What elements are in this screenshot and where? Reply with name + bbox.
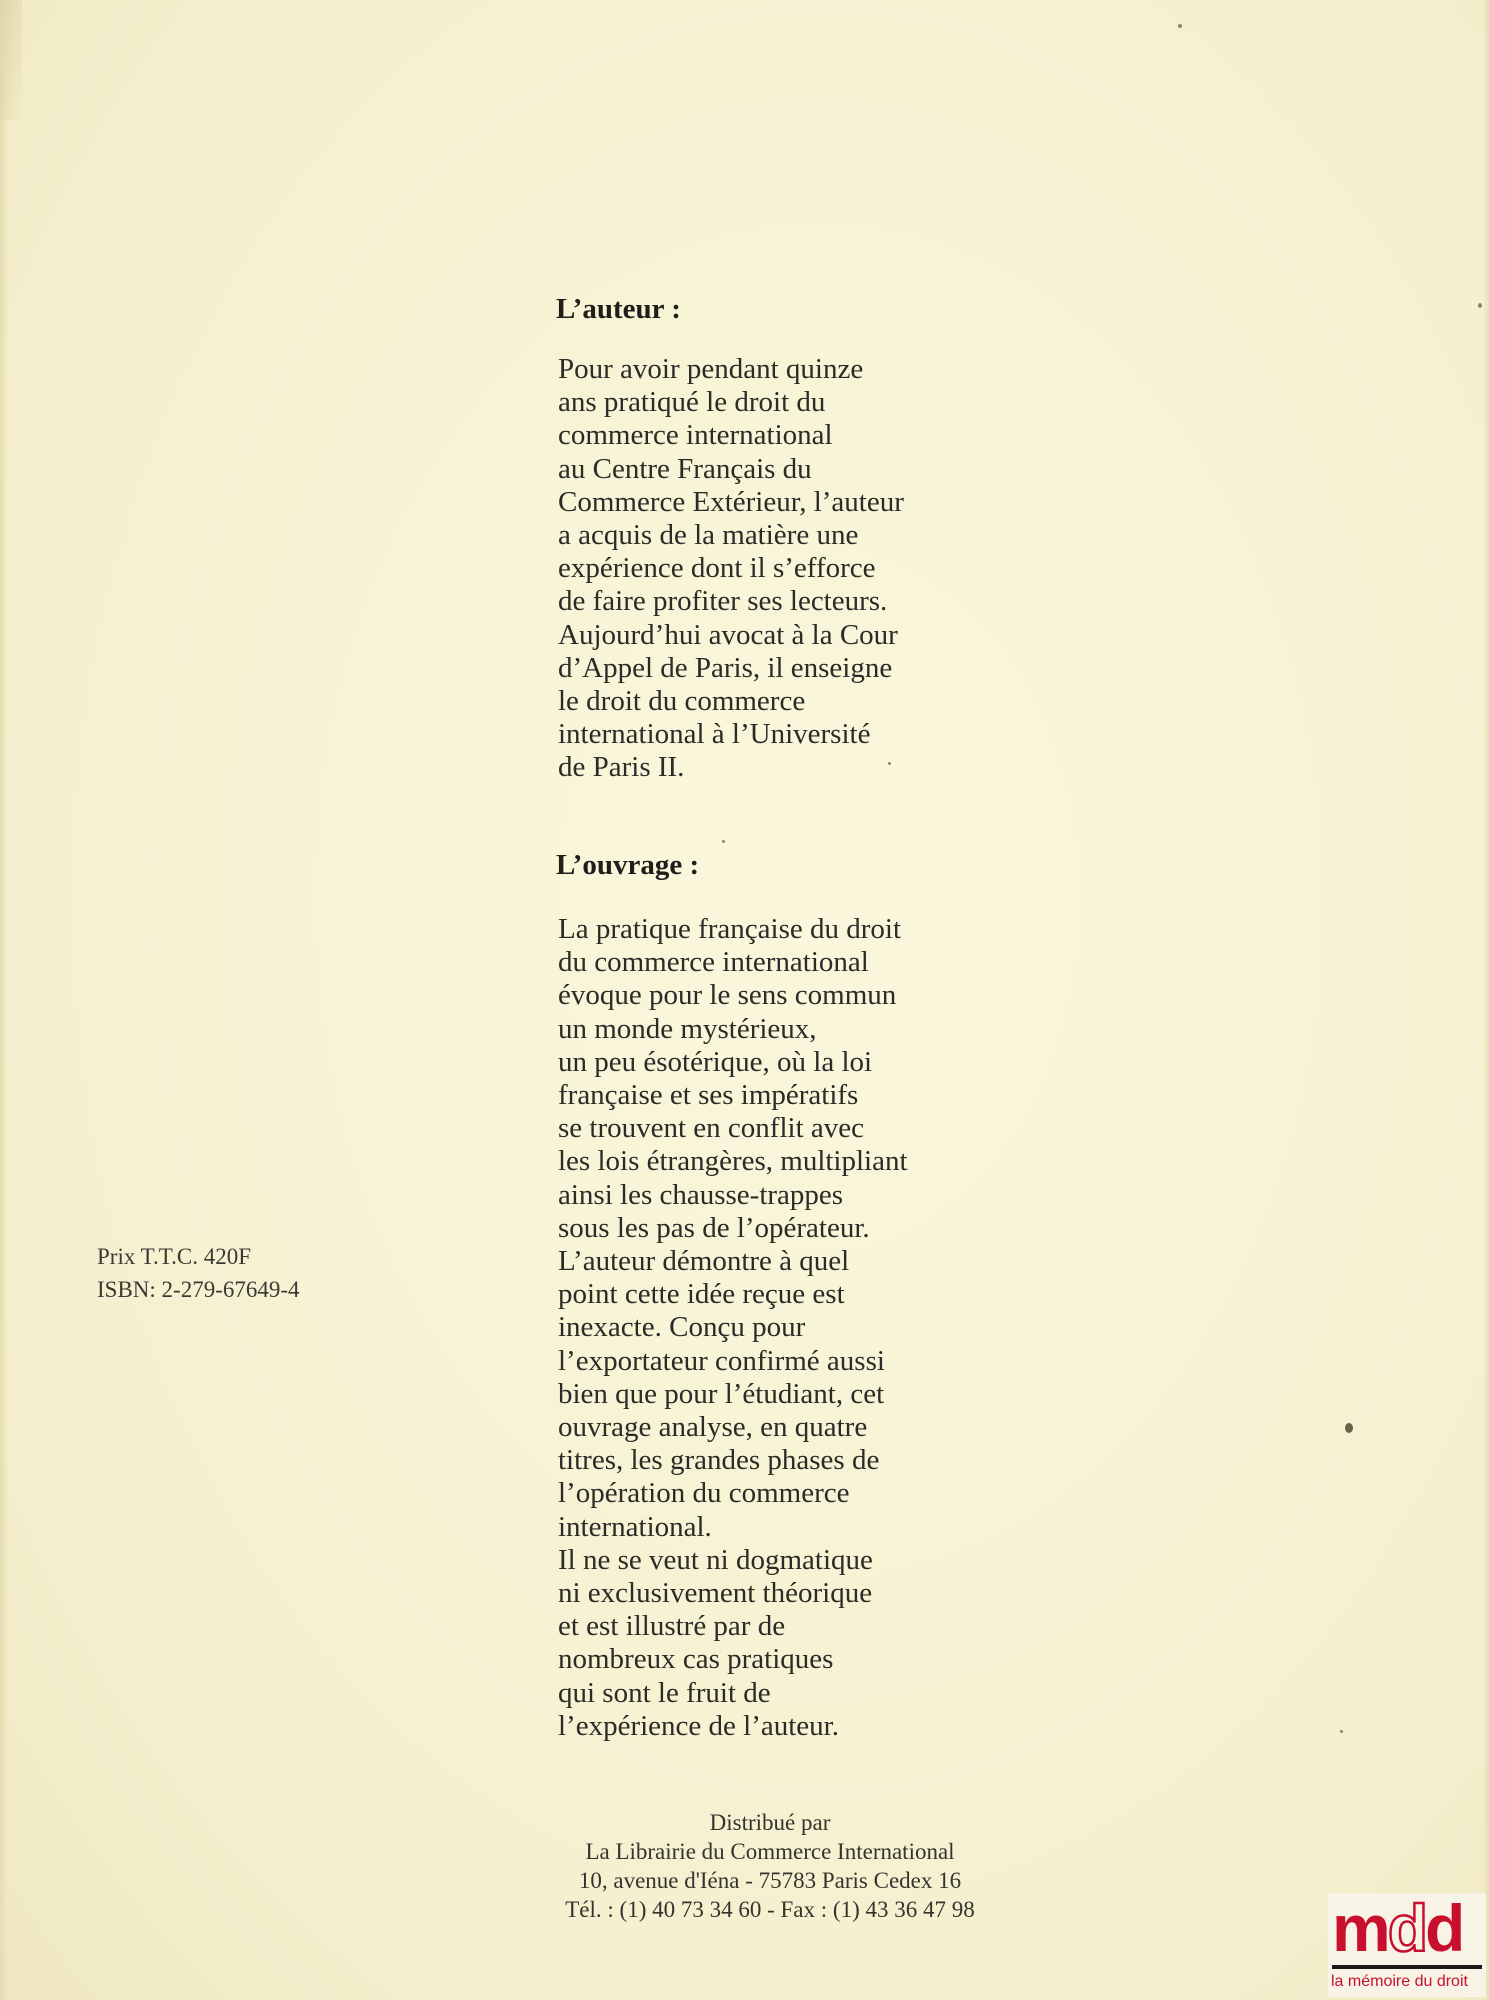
author-paragraph xyxy=(558,353,1018,785)
work-line: inexacte. Conçu pour xyxy=(558,1311,806,1344)
work-line: un peu ésotérique, où la loi xyxy=(558,1045,873,1078)
distributor-name: La Librairie du Commerce International xyxy=(585,1839,955,1864)
paper-speck xyxy=(1178,24,1182,28)
work-line: l’opération du commerce xyxy=(558,1477,850,1510)
work-line: qui sont le fruit de xyxy=(558,1676,771,1709)
isbn-line: ISBN: 2-279-67649-4 xyxy=(97,1277,300,1302)
logo-letter-d: d xyxy=(1425,1891,1463,1965)
price-block xyxy=(97,1240,300,1306)
paper-speck xyxy=(722,840,725,843)
paper-speck xyxy=(1478,303,1482,308)
price-line: Prix T.T.C. 420F xyxy=(97,1244,251,1269)
work-line: bien que pour l’étudiant, cet xyxy=(558,1377,885,1410)
author-line: international à l’Université xyxy=(558,718,871,751)
work-line: international. xyxy=(558,1510,712,1543)
work-line: et est illustré par de xyxy=(558,1610,786,1643)
work-paragraph xyxy=(558,913,1018,1743)
work-line: les lois étrangères, multipliant xyxy=(558,1145,908,1178)
distribution-block xyxy=(490,1808,1050,1924)
page-corner-shadow xyxy=(0,0,22,120)
distributed-by-label: Distribué par xyxy=(709,1810,831,1835)
work-line: ainsi les chausse-trappes xyxy=(558,1178,844,1211)
logo-tagline: la mémoire du droit xyxy=(1331,1973,1468,1990)
distributor-phone-fax: Tél. : (1) 40 73 34 60 - Fax : (1) 43 36 47 98 xyxy=(565,1897,975,1922)
work-line: nombreux cas pratiques xyxy=(558,1643,834,1676)
logo-letter-m: m xyxy=(1332,1891,1388,1965)
work-line: La pratique française du droit xyxy=(558,913,902,945)
author-line: le droit du commerce xyxy=(558,685,806,718)
author-line: au Centre Français du xyxy=(558,452,812,485)
author-line: a acquis de la matière une xyxy=(558,519,859,552)
work-line: ouvrage analyse, en quatre xyxy=(558,1411,868,1444)
logo-wordmark xyxy=(1332,1893,1462,1963)
mdd-logo xyxy=(1328,1893,1486,1997)
paper-speck xyxy=(888,762,891,765)
logo-underline xyxy=(1332,1965,1482,1969)
work-line: française et ses impératifs xyxy=(558,1079,859,1112)
author-line: de Paris II. xyxy=(558,751,685,784)
author-line: d’Appel de Paris, il enseigne xyxy=(558,651,893,684)
work-line: point cette idée reçue est xyxy=(558,1278,845,1311)
author-heading: L’auteur : xyxy=(556,293,681,325)
work-line: du commerce international xyxy=(558,946,869,979)
work-line: l’exportateur confirmé aussi xyxy=(558,1344,885,1377)
work-line: l’expérience de l’auteur. xyxy=(558,1709,839,1742)
work-line: évoque pour le sens commun xyxy=(558,979,897,1012)
distributor-address: 10, avenue d'Iéna - 75783 Paris Cedex 16 xyxy=(578,1868,962,1893)
author-line: Pour avoir pendant quinze xyxy=(558,353,864,385)
page-edge-left xyxy=(0,0,8,2000)
author-line: ans pratiqué le droit du xyxy=(558,386,826,419)
work-line: se trouvent en conflit avec xyxy=(558,1112,864,1145)
logo-letter-d-outline: d xyxy=(1387,1891,1426,1965)
work-line: ni exclusivement théorique xyxy=(558,1577,873,1610)
page-edge-right xyxy=(1483,0,1489,2000)
author-line: Aujourd’hui avocat à la Cour xyxy=(558,618,898,651)
author-line: de faire profiter ses lecteurs. xyxy=(558,585,888,618)
work-line: titres, les grandes phases de xyxy=(558,1444,880,1477)
author-line: expérience dont il s’efforce xyxy=(558,552,876,585)
work-heading: L’ouvrage : xyxy=(556,849,700,881)
author-line: commerce international xyxy=(558,419,833,452)
work-line: sous les pas de l’opérateur. xyxy=(558,1211,870,1244)
paper-speck xyxy=(1345,1423,1353,1433)
author-line: Commerce Extérieur, l’auteur xyxy=(558,485,904,518)
work-line: un monde mystérieux, xyxy=(558,1012,817,1045)
paper-speck xyxy=(1340,1730,1343,1733)
work-line: L’auteur démontre à quel xyxy=(558,1245,850,1278)
work-line: Il ne se veut ni dogmatique xyxy=(558,1543,873,1576)
